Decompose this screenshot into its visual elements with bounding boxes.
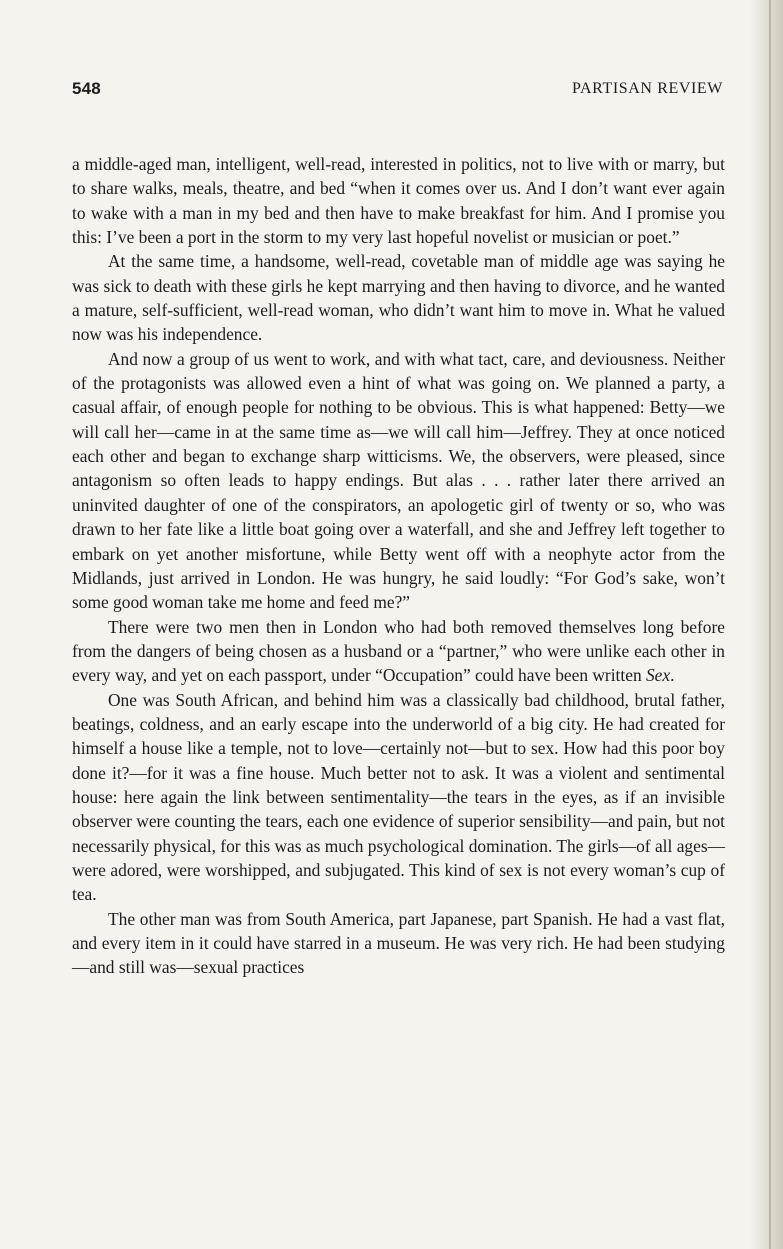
page-header [72, 79, 723, 103]
paragraph: And now a group of us went to work, and with what tact, care, and deviousness. Neither of the protagonists was allowed even a hint of what was going on. We planned a party, a casual affair, of enough people for nothing to be obvious. This is what happened: Betty—we will call her—came in at the same time as—we will call him—Jeffrey. They at once noticed each other and began to exchange sharp witticisms. We, the observers, were pleased, since antagonism so often leads to happy endings. But alas . . . rather later there arrived an uninvited daughter of one of the conspirators, an apologetic girl of twenty or so, who was drawn to her fate like a little boat going over a waterfall, and she and Jeffrey left together to embark on yet another misfortune, while Betty went off with a neophyte actor from the Midlands, just arrived in London. He was hungry, he said loudly: “For God’s sake, won’t some good woman take me home and feed me?” [72, 348, 725, 613]
page-binding-edge [749, 0, 783, 1249]
paragraph: One was South African, and behind him was a classically bad childhood, brutal father, beatings, coldness, and an early escape into the underworld of a big city. He had created for himself a house like a temple, not to love—certainly not—but to sex. How had this poor boy done it?—for it was a fine house. Much better not to ask. It was a violent and sentimental house: here again the link between sentimentality—the tears in the eyes, as if an invisible observer were counting the tears, each one evidence of superior sensibility—and pain, but not necessarily physical, for this was as much psychological domination. The girls—of all ages—were adored, were worshipped, and subjugated. This kind of sex is not every woman’s cup of tea. [72, 689, 725, 905]
paragraph [72, 615, 725, 688]
paragraph: At the same time, a handsome, well-read, covetable man of middle age was saying he was sick to death with these girls he kept marrying and then having to divorce, and he wanted a mature, self-sufficient, well-read woman, who didn’t want him to move in. What he valued now was his independence. [72, 251, 725, 345]
paragraph: The other man was from South America, part Japanese, part Spanish. He had a vast flat, and every item in it could have starred in a museum. He was very rich. He had been studying—and still was—sexual practices [72, 908, 725, 978]
body-text [72, 152, 725, 980]
italic-word: Sex [645, 665, 671, 686]
running-head: PARTISAN REVIEW [571, 80, 723, 97]
paragraph-continuation: a middle-aged man, intelligent, well-read, interested in politics, not to live with or marry, but to share walks, meals, theatre, and bed “when it comes over us. And I don’t want ever again to wake with a man in my bed and then have to make breakfast for him. And I promise you this: I’ve been a port in the storm to my very last hopeful novelist or musician or poet.” [72, 154, 725, 248]
paragraph-text: There were two men then in London who had both removed themselves long before from the dangers of being chosen as a husband or a “partner,” who were unlike each other in every way, and yet on each passport, under “Occupation” could have been written [72, 616, 725, 686]
paragraph-text: . [670, 665, 675, 686]
page-number: 548 [72, 79, 101, 98]
page-gutter-line [769, 0, 771, 1249]
